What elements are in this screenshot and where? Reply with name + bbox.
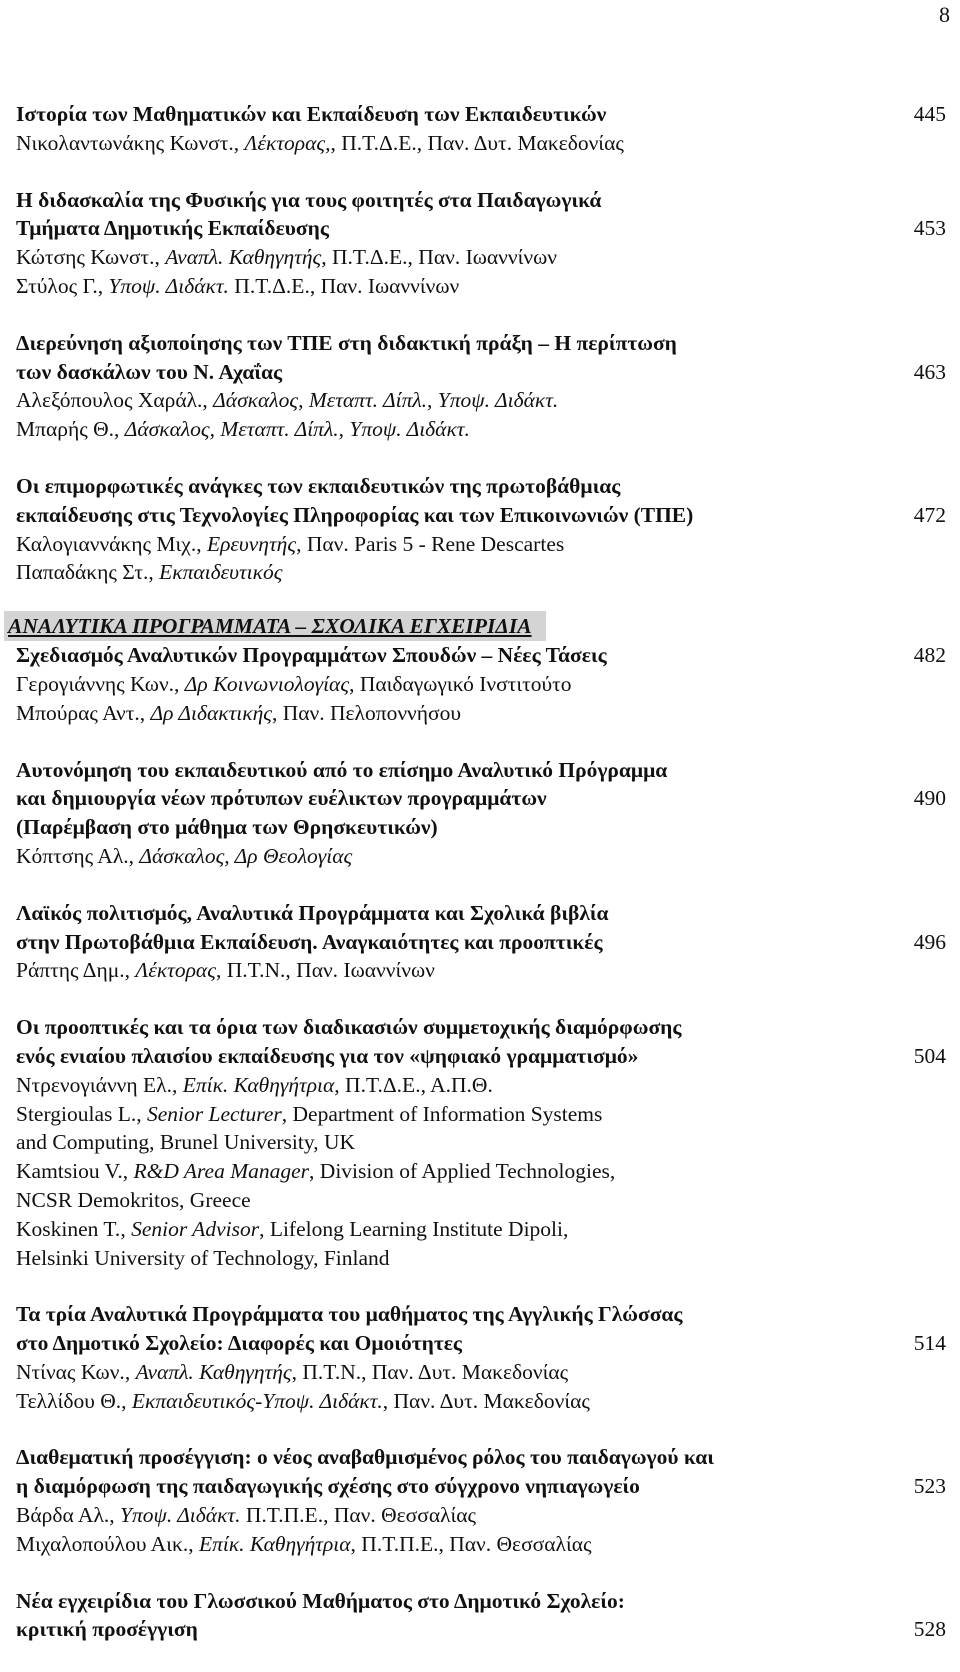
page-number: 8 xyxy=(939,2,950,27)
entry-title-line: Λαϊκός πολιτισμός, Αναλυτικά Προγράμματα και Σχολικά βιβλία xyxy=(16,900,609,925)
toc-entry xyxy=(16,1013,946,1272)
author-line: Ντίνας Κων., Αναπλ. Καθηγητής, Π.Τ.Ν., Παν. Δυτ. Μακεδονίας xyxy=(16,1359,569,1384)
toc-entry xyxy=(16,1300,946,1415)
author-line: Μπούρας Αντ., Δρ Διδακτικής, Παν. Πελοποννήσου xyxy=(16,700,462,725)
entry-title-line: (Παρέμβαση στο μάθημα των Θρησκευτικών) xyxy=(16,815,438,840)
author-line: Αλεξόπουλος Χαράλ., Δάσκαλος, Μεταπτ. Δίπλ., Υποψ. Διδάκτ. xyxy=(16,388,559,413)
entry-title-line: Σχεδιασμός Αναλυτικών Προγραμμάτων Σπουδών – Νέες Τάσεις 482 xyxy=(16,641,946,670)
entry-title-line: Τμήματα Δημοτικής Εκπαίδευσης 453 xyxy=(16,214,946,243)
entry-title-line: Διερεύνηση αξιοποίησης των ΤΠΕ στη διδακτική πράξη – Η περίπτωση xyxy=(16,330,677,355)
table-of-contents xyxy=(8,100,946,1672)
toc-entry xyxy=(16,100,946,158)
toc-entry xyxy=(16,186,946,301)
entry-page-number: 472 xyxy=(913,502,946,527)
entry-page-number: 496 xyxy=(913,929,946,954)
entry-page-number: 482 xyxy=(913,643,946,668)
author-line: Κόπτσης Αλ., Δάσκαλος, Δρ Θεολογίας xyxy=(16,843,353,868)
entry-page-number: 528 xyxy=(913,1617,946,1642)
author-line: Τελλίδου Θ., Εκπαιδευτικός-Υποψ. Διδάκτ., Παν. Δυτ. Μακεδονίας xyxy=(16,1388,590,1413)
author-line: Βάρδα Αλ., Υποψ. Διδάκτ. Π.Τ.Π.Ε., Παν. Θεσσαλίας xyxy=(16,1503,477,1528)
toc-entry xyxy=(16,899,946,985)
author-affiliation-line: NCSR Demokritos, Greece xyxy=(16,1187,251,1212)
author-line: Μιχαλοπούλου Αικ., Επίκ. Καθηγήτρια, Π.Τ.Π.Ε., Παν. Θεσσαλίας xyxy=(16,1531,592,1556)
entry-title-line: και δημιουργία νέων πρότυπων ευέλικτων προγραμμάτων 490 xyxy=(16,784,946,813)
author-affiliation-line: and Computing, Brunel University, UK xyxy=(16,1130,355,1155)
entry-title-line: Ιστορία των Μαθηματικών και Εκπαίδευση των Εκπαιδευτικών 445 xyxy=(16,100,946,129)
section-header: ΑΝΑΛΥΤΙΚΑ ΠΡΟΓΡΑΜΜΑΤΑ – ΣΧΟΛΙΚΑ ΕΓΧΕΙΡΙΔΙΑ xyxy=(4,611,546,641)
entry-title-line: Τα τρία Αναλυτικά Προγράμματα του μαθήματος της Αγγλικής Γλώσσας xyxy=(16,1302,683,1327)
entry-page-number: 504 xyxy=(913,1043,946,1068)
author-affiliation-line: Helsinki University of Technology, Finland xyxy=(16,1245,390,1270)
author-line: Stergioulas L., Senior Lecturer, Department of Information Systems xyxy=(16,1101,603,1126)
entry-title-line: των δασκάλων του Ν. Αχαΐας 463 xyxy=(16,358,946,387)
toc-entry xyxy=(16,641,946,727)
author-line: Νικολαντωνάκης Κωνστ., Λέκτορας,, Π.Τ.Δ.Ε., Παν. Δυτ. Μακεδονίας xyxy=(16,130,624,155)
entry-title-line: Οι επιμορφωτικές ανάγκες των εκπαιδευτικών της πρωτοβάθμιας xyxy=(16,473,621,498)
author-line: Kamtsiou V., R&D Area Manager, Division of Applied Technologies, xyxy=(16,1159,616,1184)
toc-entry xyxy=(16,756,946,871)
entry-page-number: 453 xyxy=(913,216,946,241)
entry-title-line: Η διδασκαλία της Φυσικής για τους φοιτητές στα Παιδαγωγικά xyxy=(16,187,602,212)
author-line: Ράπτης Δημ., Λέκτορας, Π.Τ.Ν., Παν. Ιωαννίνων xyxy=(16,958,435,983)
author-line: Κώτσης Κωνστ., Αναπλ. Καθηγητής, Π.Τ.Δ.Ε., Παν. Ιωαννίνων xyxy=(16,245,557,270)
entry-title-line: ενός ενιαίου πλαισίου εκπαίδευσης για τον «ψηφιακό γραμματισμό» 504 xyxy=(16,1042,946,1071)
entry-title-line: στην Πρωτοβάθμια Εκπαίδευση. Αναγκαιότητες και προοπτικές 496 xyxy=(16,928,946,957)
entry-title-line: Οι προοπτικές και τα όρια των διαδικασιών συμμετοχικής διαμόρφωσης xyxy=(16,1015,682,1040)
entry-title-line: κριτική προσέγγιση 528 xyxy=(16,1615,946,1644)
entry-page-number: 463 xyxy=(913,359,946,384)
author-line: Καλογιαννάκης Μιχ., Ερευνητής, Παν. Paris 5 - Rene Descartes xyxy=(16,531,565,556)
author-line: Koskinen T., Senior Advisor, Lifelong Learning Institute Dipoli, xyxy=(16,1216,569,1241)
toc-entry xyxy=(16,329,946,444)
toc-entry xyxy=(16,472,946,587)
entry-title-line: στο Δημοτικό Σχολείο: Διαφορές και Ομοιότητες 514 xyxy=(16,1329,946,1358)
entry-title-line: η διαμόρφωση της παιδαγωγικής σχέσης στο σύγχρονο νηπιαγωγείο 523 xyxy=(16,1472,946,1501)
entry-page-number: 514 xyxy=(913,1331,946,1356)
author-line: Στύλος Γ., Υποψ. Διδάκτ. Π.Τ.Δ.Ε., Παν. Ιωαννίνων xyxy=(16,273,460,298)
section-header-row xyxy=(8,611,946,641)
author-line: Μπαρής Θ., Δάσκαλος, Μεταπτ. Δίπλ., Υποψ. Διδάκτ. xyxy=(16,417,470,442)
entry-page-number: 523 xyxy=(913,1474,946,1499)
author-line: Γερογιάννης Κων., Δρ Κοινωνιολογίας, Παιδαγωγικό Ινστιτούτο xyxy=(16,671,572,696)
toc-entry xyxy=(16,1443,946,1558)
entry-title-line: Αυτονόμηση του εκπαιδευτικού από το επίσημο Αναλυτικό Πρόγραμμα xyxy=(16,757,668,782)
entry-title-line: Διαθεματική προσέγγιση: ο νέος αναβαθμισμένος ρόλος του παιδαγωγού και xyxy=(16,1445,714,1470)
author-line: Παπαδάκης Στ., Εκπαιδευτικός xyxy=(16,560,283,585)
entry-page-number: 445 xyxy=(913,102,946,126)
author-line: Ντρενογιάννη Ελ., Επίκ. Καθηγήτρια, Π.Τ.Δ.Ε., Α.Π.Θ. xyxy=(16,1072,493,1097)
toc-entry xyxy=(16,1587,946,1645)
entry-title-line: Νέα εγχειρίδια του Γλωσσικού Μαθήματος στο Δημοτικό Σχολείο: xyxy=(16,1588,625,1613)
entry-page-number: 490 xyxy=(913,786,946,811)
entry-title-line: εκπαίδευσης στις Τεχνολογίες Πληροφορίας και των Επικοινωνιών (ΤΠΕ) 472 xyxy=(16,501,946,530)
